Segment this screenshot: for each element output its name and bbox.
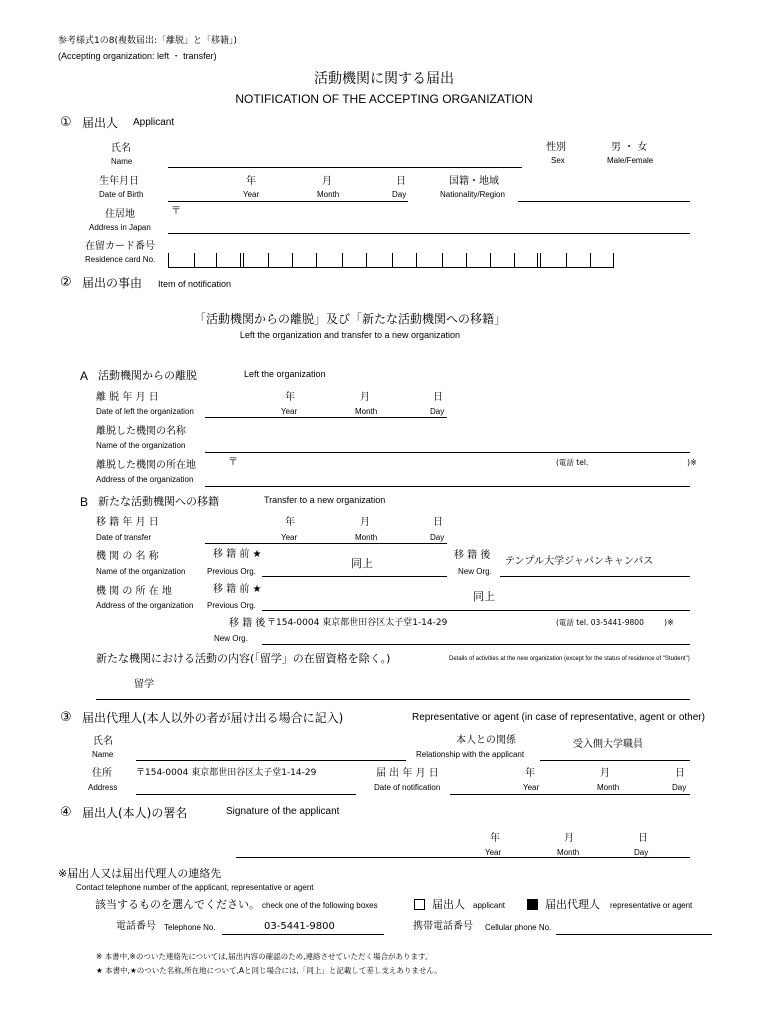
prev-org-name-value[interactable]: 同上 [351, 557, 373, 570]
left-month-label-en: Month [355, 407, 378, 416]
left-org-tel-label: (電話 tel. [556, 458, 589, 467]
prev-org-address-label-en: Previous Org. [207, 601, 256, 610]
new-org-tel-value[interactable]: (電話 tel. 03-5441-9800 [556, 618, 644, 627]
card-digit-tick [566, 253, 567, 267]
note-contact: ※ 本書中,※のついた連絡先については,届出内容の確認のため,連絡させていただく場合があります。 [96, 952, 433, 961]
residence-card-label-en: Residence card No. [85, 255, 156, 264]
card-digit-tick [194, 253, 195, 267]
signature-month-label: 月 [564, 833, 574, 844]
notification-year-label-en: Year [523, 783, 540, 792]
signature-year-label: 年 [490, 833, 500, 844]
transfer-month-label-en: Month [355, 533, 378, 542]
prev-org-name-field-line[interactable] [262, 576, 447, 577]
new-org-address-field-line[interactable] [262, 644, 690, 645]
rep-name-label: 氏名 [93, 736, 113, 747]
sex-options-en: Male/Female [607, 156, 654, 165]
residence-card-label: 在留カード番号 [85, 241, 155, 252]
dob-day-label: 日 [396, 176, 406, 187]
part-b-title: 新たな活動機関への移籍 [98, 495, 219, 508]
cellphone-field-line[interactable] [556, 934, 712, 935]
notification-year-label: 年 [525, 768, 535, 779]
activity-field-line[interactable] [96, 699, 690, 700]
left-org-name-label-en: Name of the organization [96, 441, 186, 450]
rep-address-label: 住所 [92, 768, 112, 779]
address-label: 住居地 [105, 209, 135, 220]
signature-month-label-en: Month [557, 848, 580, 857]
prev-org-address-label: 移 籍 前 ★ [213, 584, 262, 595]
section-2-title: 届出の事由 [82, 276, 143, 290]
left-org-address-label: 離脱した機関の所在地 [96, 460, 196, 471]
section-4-title-en: Signature of the applicant [226, 806, 340, 817]
transfer-date-label-en: Date of transfer [96, 533, 152, 542]
telephone-label-en: Telephone No. [164, 923, 216, 932]
prev-org-name-label-en: Previous Org. [207, 567, 256, 576]
notification-heading-en: Left the organization and transfer to a new organization [239, 330, 461, 340]
card-digit-tick [442, 253, 443, 267]
left-org-address-label-en: Address of the organization [96, 475, 194, 484]
section-1-title: 届出人 [82, 116, 119, 130]
section-3-title: 届出代理人(本人以外の者が届け出る場合に記入) [82, 711, 344, 725]
new-org-address-label: 移 籍 後 [229, 618, 266, 629]
card-digit-tick [537, 253, 538, 267]
left-date-label: 離 脱 年 月 日 [96, 392, 159, 403]
card-digit-tick [316, 253, 317, 267]
card-digit-tick [613, 253, 614, 267]
signature-field-line[interactable] [236, 857, 690, 858]
transfer-day-label: 日 [433, 517, 443, 528]
relationship-label: 本人との関係 [456, 735, 516, 746]
card-digit-tick [366, 253, 367, 267]
card-digit-tick [416, 253, 417, 267]
new-org-name-label-en: New Org. [458, 567, 492, 576]
sex-options[interactable]: 男 ・ 女 [611, 142, 648, 153]
section-2-number: ② [60, 275, 72, 290]
notification-date-label: 届 出 年 月 日 [376, 768, 439, 779]
notification-date-label-en: Date of notification [374, 783, 441, 792]
applicant-checkbox[interactable] [414, 899, 425, 910]
card-digit-tick [466, 253, 467, 267]
transfer-day-label-en: Day [430, 533, 445, 542]
left-day-label: 日 [433, 392, 443, 403]
nationality-label: 国籍・地域 [449, 176, 499, 187]
part-a-mark: A [80, 369, 89, 383]
activity-value[interactable]: 留学 [134, 679, 154, 690]
applicant-option-label-en: applicant [473, 901, 506, 910]
contact-title: ※届出人又は届出代理人の連絡先 [58, 867, 222, 880]
left-org-postal-mark: 〒 [228, 457, 238, 468]
section-4-number: ④ [60, 805, 72, 820]
signature-year-label-en: Year [485, 848, 502, 857]
left-month-label: 月 [360, 392, 370, 403]
prev-org-address-field-line[interactable] [262, 610, 690, 611]
nationality-label-en: Nationality/Region [440, 190, 505, 199]
left-org-address-field-line[interactable] [205, 486, 690, 487]
form-reference: 参考様式1の8(複数届出:「離脱」と「移籍」) [58, 36, 238, 46]
notification-day-label-en: Day [672, 783, 687, 792]
transfer-date-field-line[interactable] [205, 543, 447, 544]
dob-year-label-en: Year [243, 190, 260, 199]
relationship-label-en: Relationship with the applicant [416, 750, 525, 759]
card-digit-tick [342, 253, 343, 267]
card-digit-tick [590, 253, 591, 267]
address-label-en: Address in Japan [89, 223, 151, 232]
notification-date-field-line[interactable] [450, 794, 690, 795]
part-a-title: 活動機関からの離脱 [98, 369, 197, 382]
left-year-label-en: Year [281, 407, 298, 416]
residence-card-field-line[interactable] [168, 267, 614, 268]
notification-day-label: 日 [675, 768, 685, 779]
card-digit-tick [168, 253, 169, 267]
nationality-field-line[interactable] [518, 201, 690, 202]
section-3-title-en: Representative or agent (in case of representative, agent or other) [412, 712, 705, 723]
name-label: 氏名 [111, 143, 131, 154]
dob-month-label-en: Month [317, 190, 340, 199]
signature-day-label-en: Day [634, 848, 649, 857]
agent-option-label: 届出代理人 [545, 898, 600, 911]
left-org-tel-close: )※ [687, 458, 697, 467]
cellphone-label-en: Cellular phone No. [485, 923, 552, 932]
activity-label-en: Details of activities at the new organization (except for the status of residence of "Student") [449, 656, 690, 662]
card-digit-tick [216, 253, 217, 267]
telephone-label: 電話番号 [116, 921, 156, 932]
part-b-mark: B [80, 495, 89, 509]
dob-month-label: 月 [322, 176, 332, 187]
dob-day-label-en: Day [392, 190, 407, 199]
left-org-name-label: 離脱した機関の名称 [96, 426, 186, 437]
prev-org-name-label: 移 籍 前 ★ [213, 549, 262, 560]
rep-name-field-line[interactable] [136, 760, 406, 761]
left-date-field-line[interactable] [205, 417, 447, 418]
card-digit-tick [514, 253, 515, 267]
activity-label: 新たな機関における活動の内容(「留学」の在留資格を除く。) [96, 652, 391, 665]
notification-heading: 「活動機関からの離脱」及び「新たな活動機関への移籍」 [193, 312, 506, 326]
left-org-name-field-line[interactable] [205, 452, 690, 453]
section-1-number: ① [60, 115, 72, 130]
card-digit-tick [240, 253, 241, 267]
prev-org-address-value[interactable]: 同上 [473, 590, 495, 603]
left-date-label-en: Date of left the organization [96, 407, 194, 416]
sex-label-en: Sex [551, 156, 565, 165]
page-title: 活動機関に関する届出 [314, 71, 454, 87]
new-org-name-value[interactable]: テンプル大学ジャパンキャンパス [505, 556, 654, 567]
telephone-field-line[interactable] [222, 934, 384, 935]
form-reference-en: (Accepting organization: left ・ transfer) [58, 51, 217, 61]
transfer-date-label: 移 籍 年 月 日 [96, 517, 159, 528]
page-title-en: NOTIFICATION OF THE ACCEPTING ORGANIZATION [235, 92, 533, 106]
org-address-label: 機 関 の 所 在 地 [96, 586, 172, 597]
dob-label: 生年月日 [99, 176, 139, 187]
transfer-year-label: 年 [285, 517, 295, 528]
transfer-month-label: 月 [360, 517, 370, 528]
part-b-title-en: Transfer to a new organization [264, 495, 386, 505]
notification-month-label-en: Month [597, 783, 620, 792]
section-1-title-en: Applicant [133, 117, 175, 128]
left-year-label: 年 [285, 392, 295, 403]
rep-address-field-line[interactable] [136, 794, 356, 795]
agent-checkbox-checked[interactable] [527, 899, 538, 910]
relationship-field-line[interactable] [540, 760, 690, 761]
part-a-title-en: Left the organization [244, 369, 326, 379]
new-org-address-value[interactable]: 〒154-0004 東京都世田谷区太子堂1-14-29 [267, 618, 448, 628]
rep-name-label-en: Name [92, 750, 114, 759]
note-same-as-above: ★ 本書中,★のついた名称,所在地について,Aと同じ場合には,「同上」と記載して差し支えありません。 [96, 966, 442, 975]
new-org-tel-close: )※ [664, 618, 674, 627]
address-field-line[interactable] [168, 233, 690, 234]
name-field-line[interactable] [168, 167, 522, 168]
card-digit-tick [268, 253, 269, 267]
section-3-number: ③ [60, 710, 72, 725]
telephone-value[interactable]: 03-5441-9800 [264, 921, 335, 932]
card-digit-tick [243, 253, 244, 267]
card-digit-tick [392, 253, 393, 267]
org-name-label: 機 関 の 名 称 [96, 551, 159, 562]
cellphone-label: 携帯電話番号 [413, 921, 473, 932]
card-digit-tick [490, 253, 491, 267]
card-digit-tick [292, 253, 293, 267]
dob-field-line[interactable] [168, 201, 408, 202]
left-day-label-en: Day [430, 407, 445, 416]
sex-label: 性別 [546, 142, 566, 153]
new-org-address-label-en: New Org. [214, 634, 248, 643]
dob-year-label: 年 [246, 176, 256, 187]
card-digit-tick [540, 253, 541, 267]
org-address-label-en: Address of the organization [96, 601, 194, 610]
rep-address-label-en: Address [88, 783, 118, 792]
choose-label: 該当するものを選んでください。 [95, 898, 260, 911]
notification-month-label: 月 [600, 768, 610, 779]
relationship-value[interactable]: 受入側大学職員 [573, 739, 643, 750]
transfer-year-label-en: Year [281, 533, 298, 542]
new-org-name-field-line[interactable] [500, 576, 690, 577]
new-org-name-label: 移 籍 後 [454, 550, 491, 561]
rep-address-value[interactable]: 〒154-0004 東京都世田谷区太子堂1-14-29 [136, 768, 317, 778]
choose-label-en: check one of the following boxes [262, 901, 378, 910]
section-4-title: 届出人(本人)の署名 [82, 806, 188, 820]
applicant-option-label: 届出人 [432, 898, 465, 911]
postal-mark: 〒 [171, 206, 181, 217]
name-label-en: Name [111, 157, 133, 166]
section-2-title-en: Item of notification [158, 279, 232, 289]
contact-title-en: Contact telephone number of the applicant, representative or agent [76, 883, 314, 892]
signature-day-label: 日 [638, 833, 648, 844]
dob-label-en: Date of Birth [99, 190, 144, 199]
org-name-label-en: Name of the organization [96, 567, 186, 576]
agent-option-label-en: representative or agent [610, 901, 693, 910]
